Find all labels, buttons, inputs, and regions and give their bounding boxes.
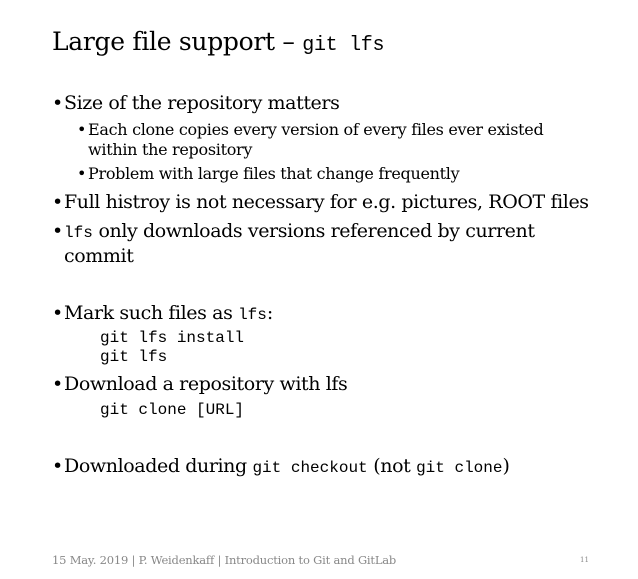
inline-code-lfs: lfs: [64, 224, 93, 242]
bullet-text-mid: (not: [367, 455, 417, 477]
slide-title: [52, 27, 384, 61]
bullet-mark-files: [52, 302, 273, 327]
title-code: git lfs: [302, 34, 385, 57]
bullet-text: Size of the repository matters: [64, 92, 340, 114]
bullet-text: Download a repository with lfs: [64, 373, 348, 395]
inline-code-checkout: git checkout: [252, 459, 368, 477]
bullet-lfs-downloads: [52, 220, 535, 268]
inline-code-clone: git clone: [416, 459, 503, 477]
bullet-text: Downloaded during: [64, 455, 253, 477]
bullet-text: Each clone copies every version of every files ever existed: [88, 120, 544, 139]
bullet-marker: •: [77, 164, 87, 183]
subbullet-large-files: [77, 164, 459, 184]
bullet-text: Full histroy is not necessary for e.g. pictures, ROOT files: [64, 191, 589, 213]
bullet-repo-size: [52, 92, 339, 115]
bullet-marker: •: [52, 191, 63, 213]
bullet-marker: •: [52, 455, 63, 477]
bullet-download-repo: [52, 373, 347, 396]
code-git-clone: git clone [URL]: [100, 401, 245, 419]
bullet-marker: •: [77, 120, 87, 139]
bullet-text: Mark such files as: [64, 302, 239, 324]
bullet-text-continued: commit: [64, 245, 134, 267]
bullet-text: only downloads versions referenced by current: [92, 220, 535, 242]
inline-code-lfs: lfs: [238, 306, 267, 324]
code-git-lfs: git lfs: [100, 348, 168, 366]
bullet-text-end: ): [502, 455, 510, 477]
bullet-full-history: [52, 191, 589, 214]
title-text: Large file support –: [52, 27, 303, 56]
page-number: 11: [580, 556, 589, 564]
bullet-text: Problem with large files that change frequently: [88, 164, 460, 183]
bullet-marker: •: [52, 373, 63, 395]
bullet-downloaded-during: [52, 455, 510, 480]
bullet-colon: :: [266, 302, 273, 324]
subbullet-each-clone: [77, 120, 543, 160]
bullet-text-continued: within the repository: [88, 140, 253, 159]
bullet-marker: •: [52, 220, 63, 242]
slide-footer: 15 May. 2019 | P. Weidenkaff | Introduction to Git and GitLab: [52, 553, 397, 567]
bullet-marker: •: [52, 302, 63, 324]
code-lfs-install: git lfs install: [100, 329, 245, 347]
bullet-marker: •: [52, 92, 63, 114]
